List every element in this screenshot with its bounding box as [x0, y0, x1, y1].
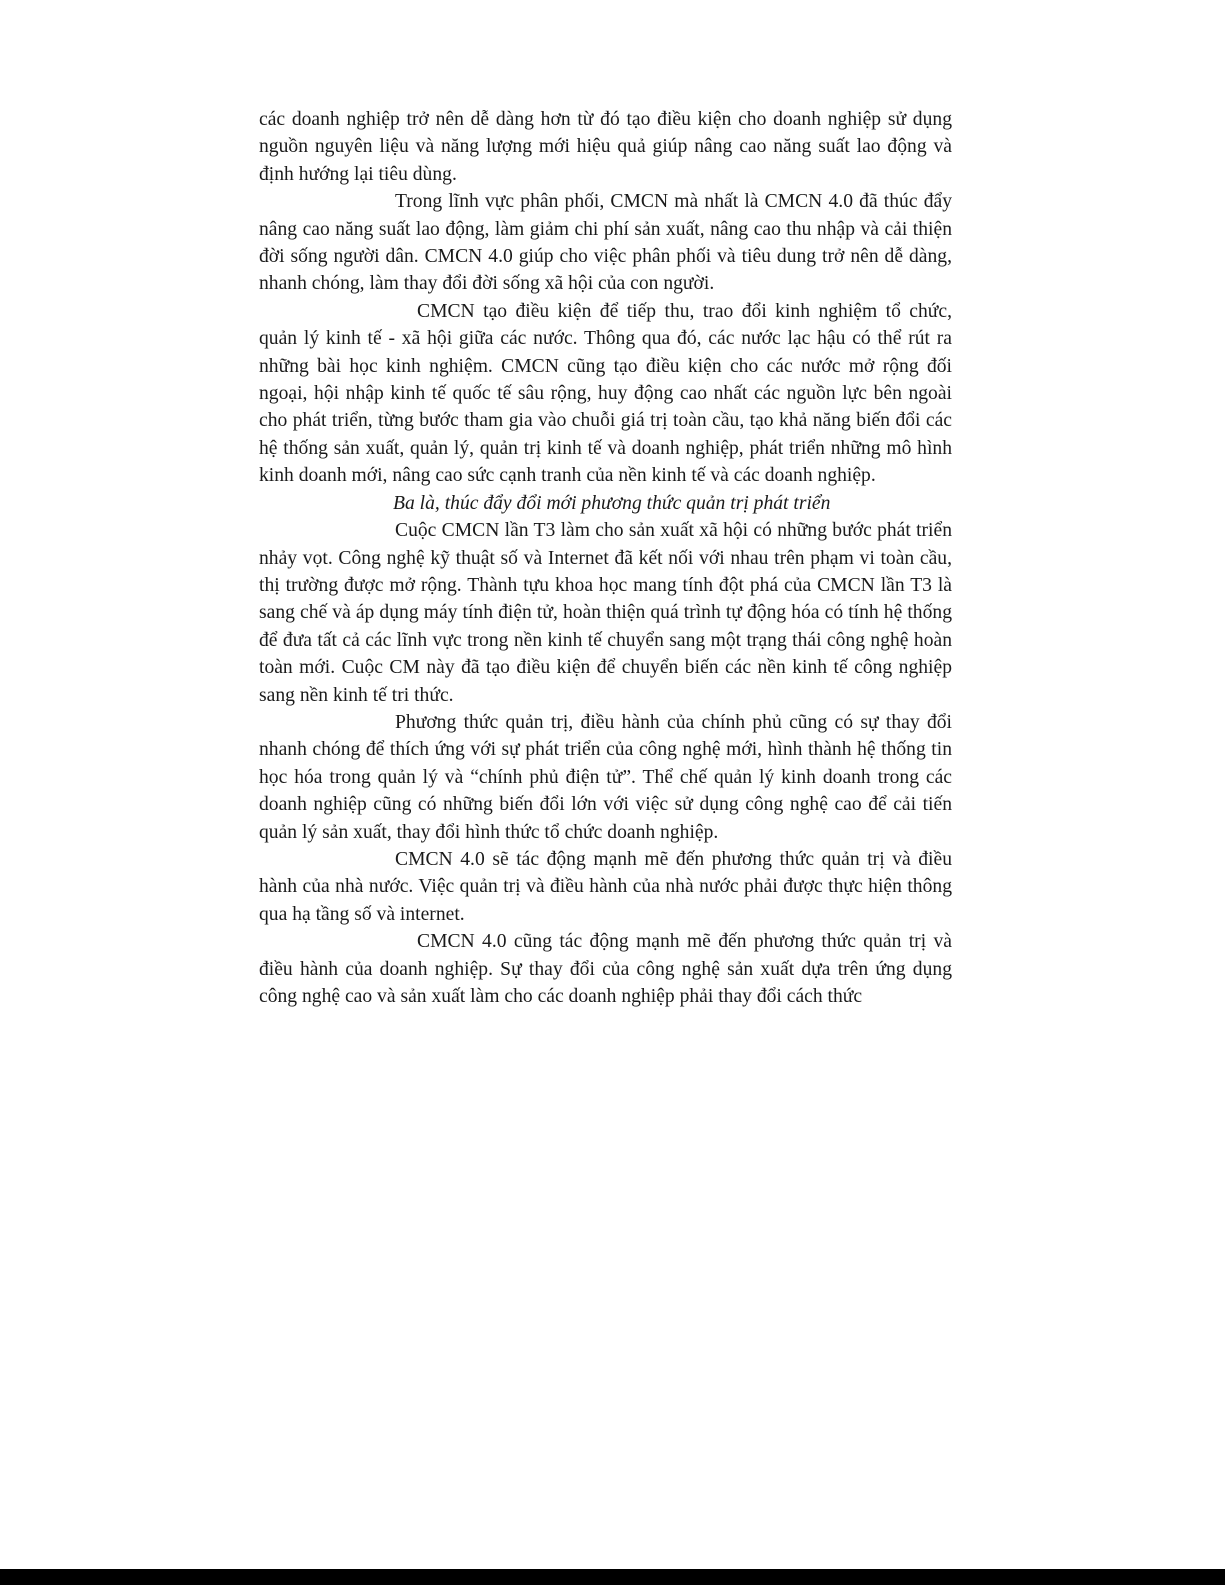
- paragraph-government-governance: Phương thức quản trị, điều hành của chính phủ cũng có sự thay đổi nhanh chóng để thích ứng với sự phát triển của công nghệ mới, hình thành hệ thống tin học hóa trong quản lý và “chính phủ điện tử”. Thể chế quản lý kinh doanh trong các doanh nghiệp cũng có những biến đổi lớn với việc sử dụng công nghệ cao để cải tiến quản lý sản xuất, thay đổi hình thức tổ chức doanh nghiệp.: [259, 711, 952, 843]
- paragraph-distribution: Trong lĩnh vực phân phối, CMCN mà nhất là CMCN 4.0 đã thúc đẩy nâng cao năng suất lao động, làm giảm chi phí sản xuất, nâng cao thu nhập và cải thiện đời sống người dân. CMCN 4.0 giúp cho việc phân phối và tiêu dung trở nên dễ dàng, nhanh chóng, làm thay đổi đời sống xã hội của con người.: [259, 191, 952, 295]
- section-heading: Ba là, thúc đẩy đổi mới phương thức quản trị phát triển: [393, 492, 831, 514]
- paragraph-third-revolution: Cuộc CMCN lần T3 làm cho sản xuất xã hội có những bước phát triển nhảy vọt. Công nghệ kỹ thuật số và Internet đã kết nối với nhau trên phạm vi toàn cầu, thị trường được mở rộng. Thành tựu khoa học mang tính đột phá của CMCN lần T3 là sang chế và áp dụng máy tính điện tử, hoàn thiện quá trình tự động hóa có tính hệ thống để đưa tất cả các lĩnh vực trong nền kinh tế chuyển sang một trạng thái công nghệ hoàn toàn mới. Cuộc CM này đã tạo điều kiện để chuyển biến các nền kinh tế công nghiệp sang nền kinh tế tri thức.: [259, 520, 952, 706]
- paragraph-enterprise-governance: CMCN 4.0 cũng tác động mạnh mẽ đến phương thức quản trị và điều hành của doanh nghiệp. Sự thay đổi của công nghệ sản xuất dựa trên ứng dụng công nghệ cao và sản xuất làm cho các doanh nghiệp phải thay đổi cách thức: [259, 931, 952, 1007]
- paragraph-experience-exchange: CMCN tạo điều kiện để tiếp thu, trao đổi kinh nghiệm tổ chức, quản lý kinh tế - xã hội giữa các nước. Thông qua đó, các nước lạc hậu có thể rút ra những bài học kinh nghiệm. CMCN cũng tạo điều kiện cho các nước mở rộng đối ngoại, hội nhập kinh tế quốc tế sâu rộng, huy động cao nhất các nguồn lực bên ngoài cho phát triển, từng bước tham gia vào chuỗi giá trị toàn cầu, tạo khả năng biến đổi các hệ thống sản xuất, quản lý, quản trị kinh tế và doanh nghiệp, phát triển những mô hình kinh doanh mới, nâng cao sức cạnh tranh của nền kinh tế và các doanh nghiệp.: [259, 300, 952, 487]
- paragraph-continuation: các doanh nghiệp trở nên dễ dàng hơn từ đó tạo điều kiện cho doanh nghiệp sử dụng nguồn nguyên liệu và năng lượng mới hiệu quả giúp nâng cao năng suất lao động và định hướng lại tiêu dùng.: [259, 109, 952, 185]
- bottom-border: [0, 1569, 1225, 1585]
- paragraph-state-governance: CMCN 4.0 sẽ tác động mạnh mẽ đến phương thức quản trị và điều hành của nhà nước. Việc quản trị và điều hành của nhà nước phải được thực hiện thông qua hạ tầng số và internet.: [259, 848, 952, 925]
- body-text: [259, 106, 952, 1010]
